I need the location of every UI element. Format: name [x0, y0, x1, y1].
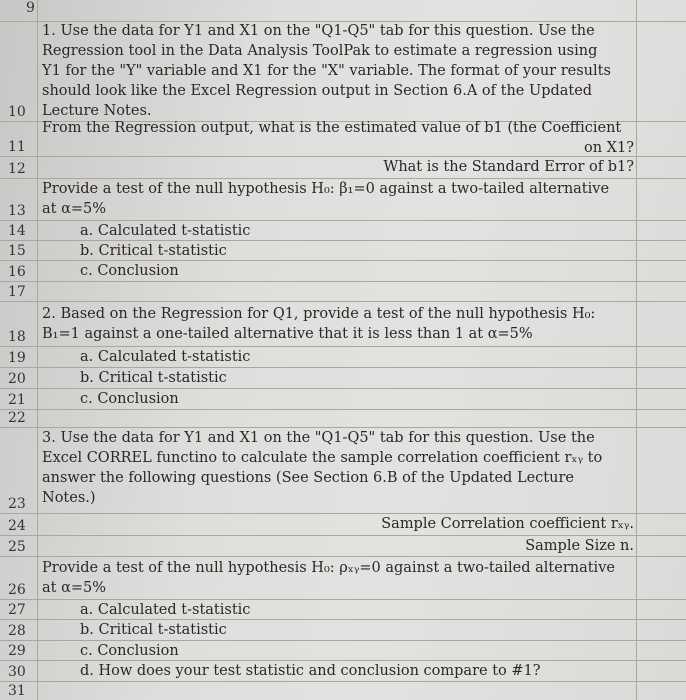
row-22[interactable]	[0, 410, 686, 428]
row-number: 22	[8, 410, 26, 426]
cell[interactable]: b. Critical t-statistic	[80, 622, 227, 638]
row-number: 28	[8, 623, 26, 639]
cell-text-line: 1. Use the data for Y1 and X1 on the "Q1-Q5" tab for this question. Use the	[42, 23, 595, 39]
cell-text-line: 2. Based on the Regression for Q1, provide a test of the null hypothesis H₀:	[42, 306, 596, 322]
row-number: 18	[8, 329, 26, 345]
cell-text-line: answer the following questions (See Section 6.B of the Updated Lecture	[42, 470, 574, 486]
row-number: 30	[8, 664, 26, 680]
cell[interactable]: c. Conclusion	[80, 643, 179, 659]
row-12[interactable]	[0, 157, 686, 179]
correlation-hypothesis-cell[interactable]	[42, 558, 636, 599]
cell[interactable]: d. How does your test statistic and conclusion compare to #1?	[80, 663, 541, 679]
row-24[interactable]	[0, 514, 686, 536]
cell[interactable]	[42, 282, 636, 301]
cell-text-line: on X1?	[584, 140, 634, 156]
row-16[interactable]	[0, 261, 686, 282]
row-number: 9	[26, 0, 35, 16]
cell[interactable]: c. Conclusion	[80, 263, 179, 279]
cell-text-line: Provide a test of the null hypothesis H₀: ρₓᵧ=0 against a two-tailed alternative	[42, 560, 615, 576]
row-number: 17	[8, 284, 26, 300]
cell-text-line: Lecture Notes.	[42, 103, 152, 119]
cell[interactable]	[42, 410, 636, 427]
cell-text-line: at α=5%	[42, 580, 107, 596]
row-number: 19	[8, 350, 26, 366]
row-number: 27	[8, 602, 26, 618]
cell[interactable]	[42, 682, 636, 700]
row-number: 15	[8, 243, 26, 259]
row-29[interactable]	[0, 641, 686, 661]
row-19[interactable]	[0, 347, 686, 368]
row-31[interactable]	[0, 682, 686, 700]
row-21[interactable]	[0, 389, 686, 410]
hypothesis-test-cell[interactable]	[42, 179, 636, 220]
row-11[interactable]	[0, 122, 686, 157]
cell-text-line: Y1 for the "Y" variable and X1 for the "X" variable. The format of your results	[42, 63, 611, 79]
row-number: 31	[8, 683, 26, 699]
b1-coefficient-cell[interactable]	[42, 118, 636, 156]
row-26[interactable]	[0, 557, 686, 600]
row-25[interactable]	[0, 536, 686, 557]
cell-text-line: Β₁=1 against a one-tailed alternative that it is less than 1 at α=5%	[42, 326, 533, 342]
row-23[interactable]	[0, 428, 686, 514]
row-number: 21	[8, 392, 26, 408]
standard-error-cell[interactable]: What is the Standard Error of b1?	[383, 159, 634, 175]
cell-text-line: 3. Use the data for Y1 and X1 on the "Q1-Q5" tab for this question. Use the	[42, 430, 595, 446]
row-9[interactable]	[0, 0, 686, 22]
row-number: 29	[8, 643, 26, 659]
cell[interactable]: a. Calculated t-statistic	[80, 349, 251, 365]
row-20[interactable]	[0, 368, 686, 389]
cell[interactable]: b. Critical t-statistic	[80, 370, 227, 386]
cell[interactable]	[42, 0, 636, 21]
row-17[interactable]	[0, 282, 686, 302]
row-number: 16	[8, 264, 26, 280]
row-15[interactable]	[0, 241, 686, 261]
row-number: 13	[8, 203, 26, 219]
row-number: 26	[8, 582, 26, 598]
cell-text-line: at α=5%	[42, 201, 107, 217]
row-13[interactable]	[0, 179, 686, 221]
cell-text-line: Notes.)	[42, 490, 96, 506]
question-3-cell[interactable]	[42, 428, 636, 513]
correlation-coefficient-cell[interactable]: Sample Correlation coefficient rₓᵧ.	[381, 516, 634, 532]
row-18[interactable]	[0, 302, 686, 347]
row-number: 24	[8, 518, 26, 534]
question-1-cell[interactable]	[42, 21, 636, 121]
row-number: 14	[8, 223, 26, 239]
row-27[interactable]	[0, 600, 686, 620]
cell-text-line: From the Regression output, what is the estimated value of b1 (the Coefficient	[42, 120, 622, 136]
row-30[interactable]	[0, 661, 686, 682]
row-number: 23	[8, 496, 26, 512]
row-28[interactable]	[0, 620, 686, 641]
row-number: 12	[8, 161, 26, 177]
row-14[interactable]	[0, 221, 686, 241]
cell-text-line: Provide a test of the null hypothesis H₀: β₁=0 against a two-tailed alternative	[42, 181, 610, 197]
column-border	[636, 0, 637, 700]
question-2-cell[interactable]	[42, 304, 636, 346]
row-number: 10	[8, 104, 26, 120]
cell[interactable]: a. Calculated t-statistic	[80, 602, 251, 618]
cell[interactable]: c. Conclusion	[80, 391, 179, 407]
cell[interactable]: b. Critical t-statistic	[80, 243, 227, 259]
row-number: 25	[8, 539, 26, 555]
cell-text-line: Regression tool in the Data Analysis ToolPak to estimate a regression using	[42, 43, 598, 59]
sample-size-cell[interactable]: Sample Size n.	[525, 538, 634, 554]
cell-text-line: Excel CORREL functino to calculate the sample correlation coefficient rₓᵧ to	[42, 450, 603, 466]
row-number: 11	[8, 139, 26, 155]
cell-text-line: should look like the Excel Regression output in Section 6.A of the Updated	[42, 83, 593, 99]
row-10[interactable]	[0, 22, 686, 122]
row-number: 20	[8, 371, 26, 387]
cell[interactable]: a. Calculated t-statistic	[80, 223, 251, 239]
